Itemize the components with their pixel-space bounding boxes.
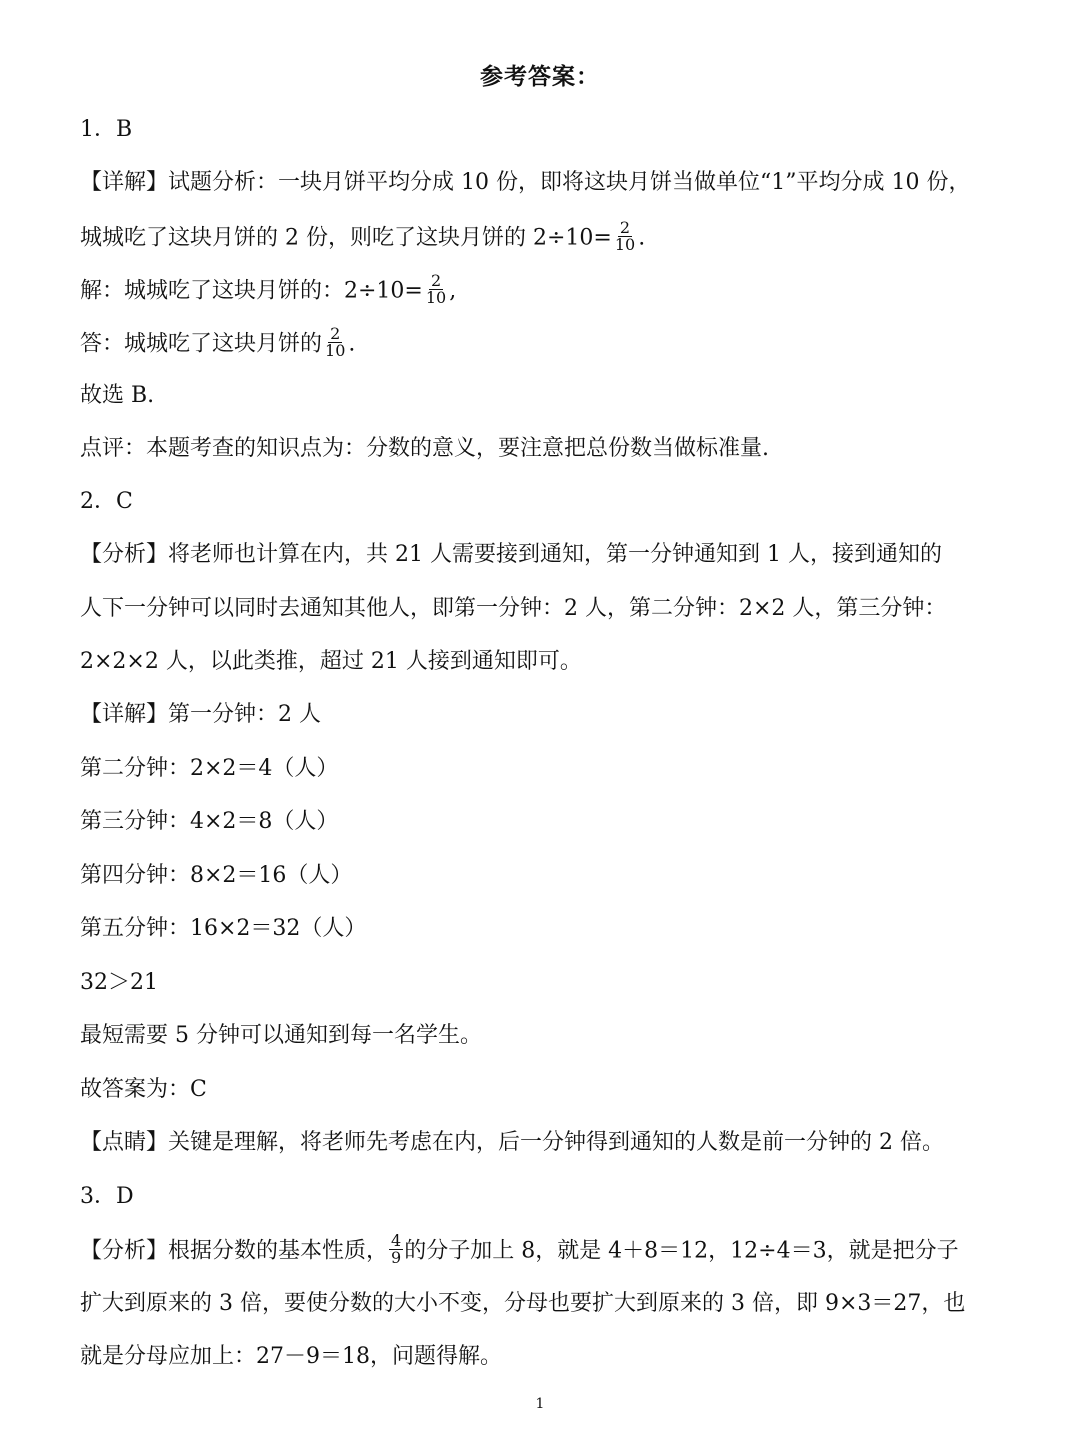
q1-solution-end: , [449,278,457,304]
q3-analysis-line-3: 就是分母应加上：27－9＝18，问题得解。 [80,1344,502,1369]
q1-detail-line-1: 【详解】试题分析：一块月饼平均分成 10 份，即将这块月饼当做单位“1”平均分成 10 份， [80,170,971,195]
q1-detail-end: . [638,225,646,251]
q3-analysis-text: 【分析】根据分数的基本性质， [80,1238,389,1264]
page-number: 1 [535,1396,545,1412]
q3-analysis-line-1 [80,1231,1010,1268]
q2-answer: 故答案为：C [80,1077,207,1102]
q2-analysis-line-1: 【分析】将老师也计算在内，共 21 人需要接到通知，第一分钟通知到 1 人，接到通知的 [80,542,942,567]
fraction-denominator: 10 [425,288,447,307]
fraction-numerator: 2 [330,324,341,343]
q1-solution-text: 解：城城吃了这块月饼的：2÷10= [80,278,423,304]
fraction-numerator: 2 [619,218,631,237]
q1-heading: 1．B [80,117,133,142]
q2-conclusion: 最短需要 5 分钟可以通知到每一名学生。 [80,1023,482,1048]
q1-detail-text: 城城吃了这块月饼的 2 份，则吃了这块月饼的 2÷10= [80,225,612,251]
q2-heading: 2．C [80,489,133,514]
q1-detail-line-2 [80,218,1010,255]
q2-compare: 32＞21 [80,970,158,995]
q1-answer-end: . [348,331,356,357]
q2-tip: 【点睛】关键是理解，将老师先考虑在内，后一分钟得到通知的人数是前一分钟的 2 倍。 [80,1130,944,1155]
q1-choice: 故选 B. [80,383,155,408]
q3-analysis-text-cont: 的分子加上 8，就是 4＋8＝12，12÷4＝3，就是把分子 [404,1238,959,1264]
fraction-numerator: 4 [391,1231,402,1250]
q2-step-4: 第四分钟：8×2＝16（人） [80,863,353,888]
q1-fraction [323,326,347,359]
q2-analysis-line-2: 人下一分钟可以同时去通知其他人，即第一分钟：2 人，第二分钟：2×2 人，第三分钟： [80,596,947,621]
q1-comment: 点评：本题考查的知识点为：分数的意义，要注意把总份数当做标准量. [80,436,769,461]
fraction-denominator: 10 [614,235,636,254]
q1-answer-text: 答：城城吃了这块月饼的 [80,331,323,357]
q2-step-5: 第五分钟：16×2＝32（人） [80,916,367,941]
q2-step-3: 第三分钟：4×2＝8（人） [80,809,339,834]
q2-analysis-line-3: 2×2×2 人，以此类推，超过 21 人接到通知即可。 [80,649,582,674]
q3-heading: 3．D [80,1184,134,1209]
fraction-denominator: 10 [325,341,346,360]
q1-fraction [424,273,448,306]
q1-fraction [613,220,637,253]
q3-fraction [389,1233,403,1266]
q1-solution-line [80,271,1010,308]
fraction-numerator: 2 [430,271,442,290]
q2-step-2: 第二分钟：2×2＝4（人） [80,756,339,781]
fraction-denominator: 9 [391,1248,402,1267]
q2-detail: 【详解】第一分钟：2 人 [80,702,321,727]
q1-answer-line [80,324,1010,361]
page-title: 参考答案： [480,63,600,90]
q3-analysis-line-2: 扩大到原来的 3 倍，要使分数的大小不变，分母也要扩大到原来的 3 倍，即 9×3＝27，也 [80,1291,966,1316]
